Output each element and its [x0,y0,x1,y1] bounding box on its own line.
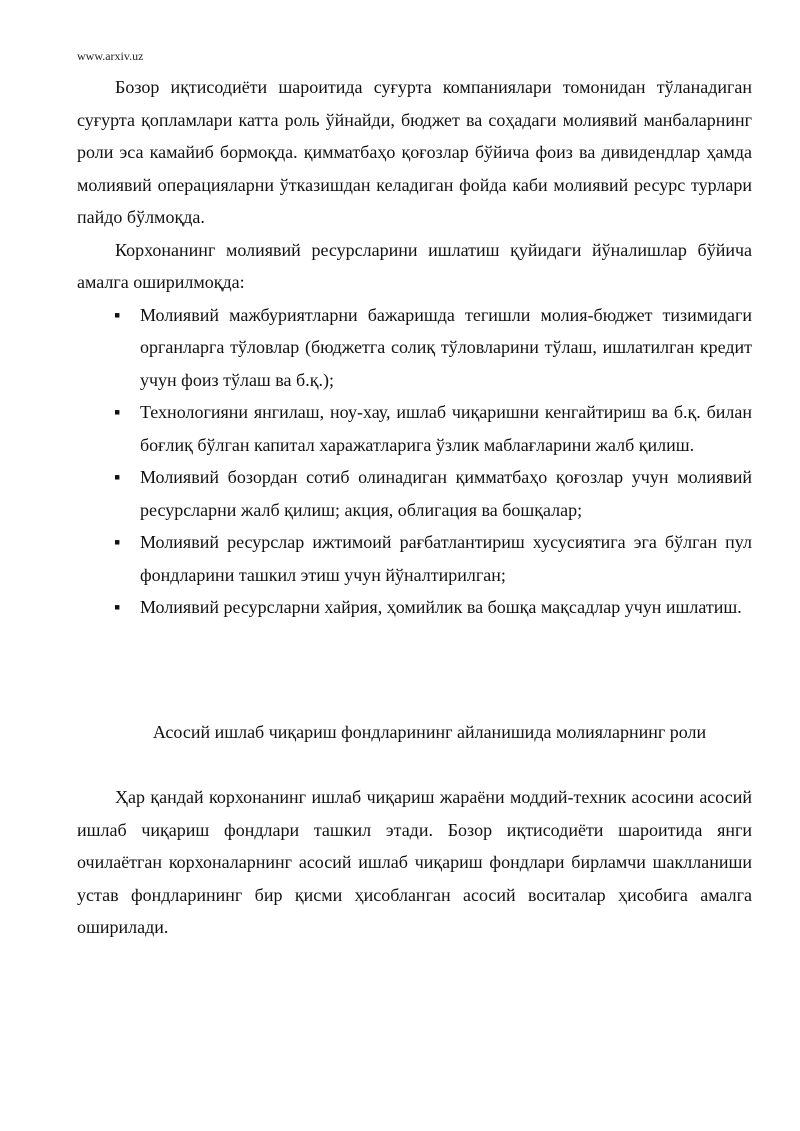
source-url: www.arxiv.uz [77,49,144,63]
bullet-icon: ▪ [114,597,121,617]
bullet-icon: ▪ [114,304,121,325]
list-item [77,396,752,461]
list-item [77,591,752,624]
paragraph-fixed-assets: Ҳар қандай корхонанинг ишлаб чиқариш жараёни моддий-техник асосини асосий ишлаб чиқариш фондлари ташкил этади. Бозор иқтисодиёти шароитида янги очилаётган корхоналарнинг асосий ишлаб чиқариш фондлари бирламчи шаклланиши устав фондларининг бир қисми ҳисобланган асосий воситалар ҳисобига амалга оширилади. [77,787,752,937]
list-item [77,461,752,526]
list-item [77,526,752,591]
list-item-text: Молиявий ресурсларни хайрия, ҳомийлик ва бошқа мақсадлар учун ишлатиш. [140,597,742,617]
list-item-text: Молиявий мажбуриятларни бажаришда тегишли молия-бюджет тизимидаги органларга тўловлар (бюджетга солиқ тўловларини тўлаш, ишлатилган кредит учун фоиз тўлаш ва б.қ.); [140,304,752,390]
bullet-icon: ▪ [114,402,121,422]
paragraph-resource-usage: Корхонанинг молиявий ресурсларини ишлатиш қуйидаги йўналишлар бўйича амалга оширилмоқда: [77,239,752,292]
list-item-text: Молиявий бозордан сотиб олинадиган қимматбаҳо қоғозлар учун молиявий ресурсларни жалб қилиш; акция, облигация ва бошқалар; [140,467,752,520]
list-item-text: Технологияни янгилаш, ноу-хау, ишлаб чиқаришни кенгайтириш ва б.қ. билан боғлиқ бўлган капитал харажатларига ўзлик маблағларини жалб қилиш. [140,402,752,455]
bullet-icon: ▪ [114,467,121,487]
list-item [77,299,752,397]
paragraph-insurance: Бозор иқтисодиёти шароитида суғурта компаниялари томонидан тўланадиган суғурта қопламлари катта роль ўйнайди, бюджет ва соҳадаги молиявий манбаларнинг роли эса камайиб бормоқда. қимматбаҳо қоғозлар бўйича фоиз ва дивидендлар ҳамда молиявий операцияларни ўтказишдан келадиган фойда каби молиявий ресурс турлари пайдо бўлмоқда. [77,77,752,227]
section-heading: Асосий ишлаб чиқариш фондларининг айланишида молияларнинг роли [152,721,707,742]
bullet-icon: ▪ [114,532,121,552]
list-item-text: Молиявий ресурслар ижтимоий рағбатлантириш хусусиятига эга бўлган пул фондларини ташкил этиш учун йўналтирилган; [140,532,752,585]
bullet-list [77,299,752,624]
document-body [77,71,752,944]
